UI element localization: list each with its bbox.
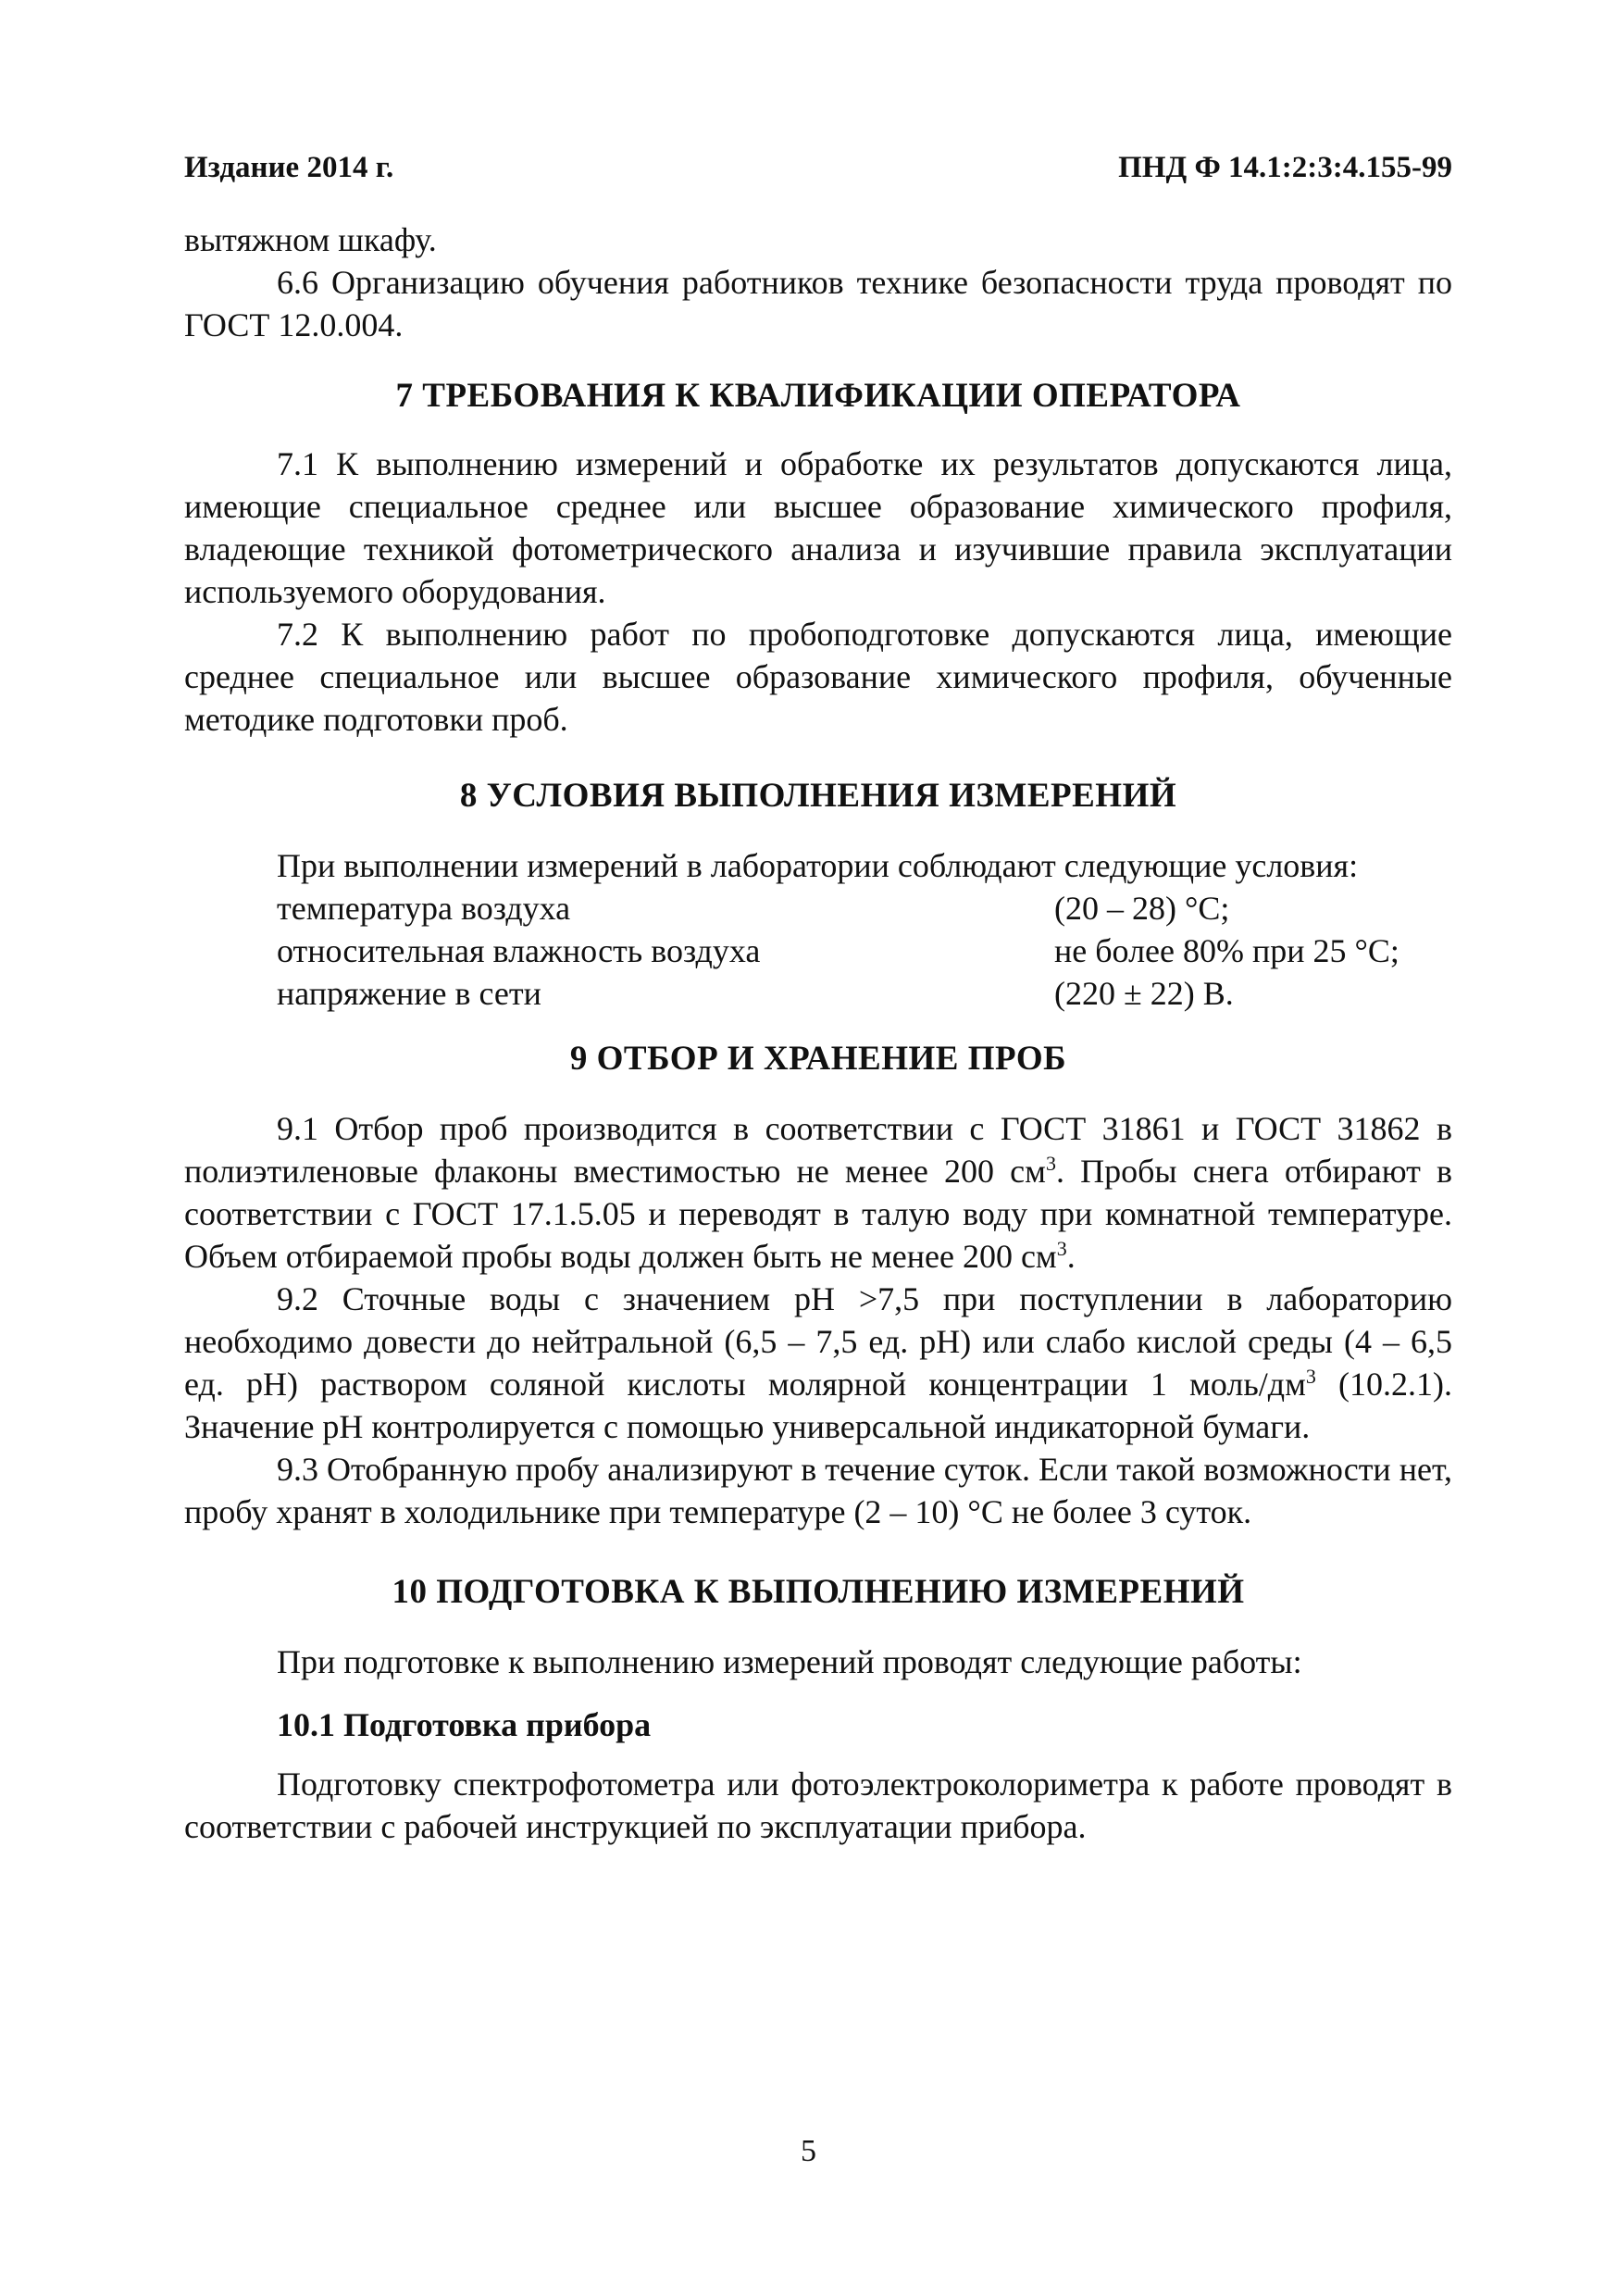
paragraph-7-1: 7.1 К выполнению измерений и обработке их результатов допускаются лица, имеющие специальное среднее или высшее образование химического профиля, владеющие техникой фотометрического анализа и изучившие правила эксплуатации используемого оборудования. — [184, 445, 1452, 610]
paragraph-9-3: 9.3 Отобранную пробу анализируют в течение суток. Если такой возможности нет, пробу хранят в холодильнике при температуре (2 – 10) °С не более 3 суток. — [184, 1451, 1452, 1530]
section-10-heading: 10 ПОДГОТОВКА К ВЫПОЛНЕНИЮ ИЗМЕРЕНИЙ — [392, 1573, 1245, 1611]
condition-name: температура воздуха — [277, 890, 571, 927]
section-8-heading: 8 УСЛОВИЯ ВЫПОЛНЕНИЯ ИЗМЕРЕНИЙ — [459, 777, 1177, 815]
continued-text: вытяжном шкафу. — [184, 221, 437, 258]
section-10-intro: При подготовке к выполнению измерений проводят следующие работы: — [277, 1643, 1302, 1680]
condition-name: напряжение в сети — [277, 975, 541, 1012]
conditions-intro: При выполнении измерений в лаборатории соблюдают следующие условия: — [277, 847, 1359, 884]
document-code-header: ПНД Ф 14.1:2:3:4.155-99 — [1118, 151, 1452, 184]
condition-row — [277, 930, 1452, 972]
condition-name: относительная влажность воздуха — [277, 932, 761, 969]
edition-header: Издание 2014 г. — [184, 151, 394, 184]
condition-row — [277, 887, 1452, 930]
section-9-heading: 9 ОТБОР И ХРАНЕНИЕ ПРОБ — [569, 1040, 1067, 1078]
subsection-10-1-heading: 10.1 Подготовка прибора — [277, 1706, 652, 1743]
page-content — [184, 218, 1452, 1848]
page-number: 5 — [801, 2134, 816, 2168]
superscript-3: 3 — [1305, 1365, 1316, 1388]
condition-value: не более 80% при 25 °С; — [1054, 932, 1399, 969]
condition-value: (20 – 28) °С; — [1054, 890, 1230, 927]
condition-value: (220 ± 22) В. — [1054, 975, 1234, 1012]
paragraph-9-2: 9.2 Сточные воды с значением рН >7,5 при поступлении в лабораторию необходимо довести до нейтральной (6,5 – 7,5 ед. рН) или слабо кислой среды (4 – 6,5 ед. рН) раствором соляной кислоты молярной концентрации 1 моль/$дм^3$ (10.2.1). Значение рН контролируется с помощью универсальной индикаторной бумаги. — [184, 1280, 1452, 1445]
paragraph-6-6: 6.6 Организацию обучения работников технике безопасности труда проводят по ГОСТ 12.0.004. — [184, 264, 1452, 343]
superscript-3: 3 — [1056, 1237, 1067, 1260]
condition-row — [277, 972, 1452, 1015]
conditions-list — [277, 887, 1452, 1015]
section-7-heading: 7 ТРЕБОВАНИЯ К КВАЛИФИКАЦИИ ОПЕРАТОРА — [395, 377, 1241, 415]
paragraph-9-1: 9.1 Отбор проб производится в соответствии с ГОСТ 31861 и ГОСТ 31862 в полиэтиленовые флаконы вместимостью не менее 200 $см^3$. Пробы снега отбирают в соответствии с ГОСТ 17.1.5.05 и переводят в талую воду при комнатной температуре. Объем отбираемой пробы воды должен быть не менее 200 $см^3$. — [184, 1110, 1452, 1275]
superscript-3: 3 — [1045, 1152, 1056, 1175]
paragraph-10-1: Подготовку спектрофотометра или фотоэлектроколориметра к работе проводят в соответствии с рабочей инструкцией по эксплуатации прибора. — [184, 1766, 1452, 1845]
paragraph-7-2: 7.2 К выполнению работ по пробоподготовке допускаются лица, имеющие среднее специальное или высшее образование химического профиля, обученные методике подготовки проб. — [184, 616, 1452, 738]
